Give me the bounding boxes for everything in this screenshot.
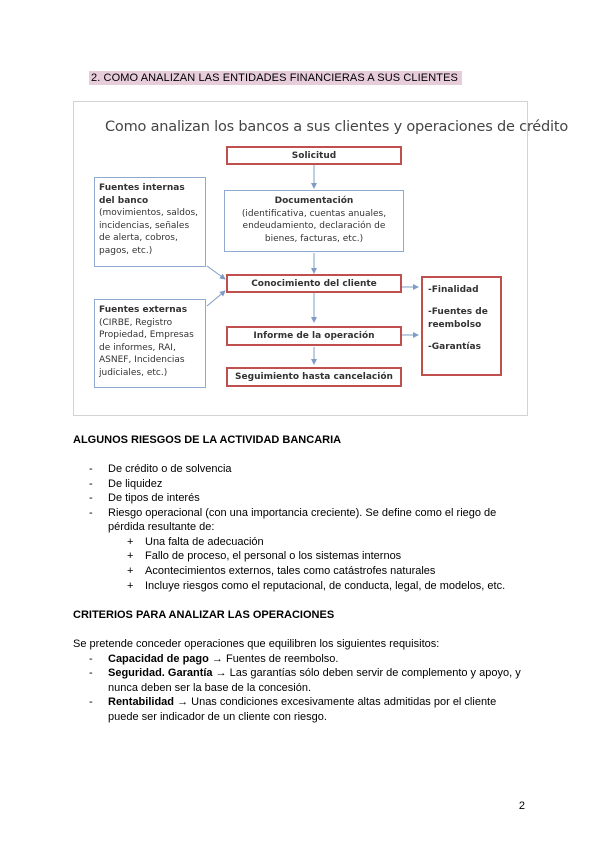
- bullet-plus: +: [127, 565, 134, 577]
- documentacion-box: [224, 190, 404, 252]
- riesgo-item: De tipos de interés: [108, 492, 200, 504]
- criterio-item-1: Capacidad de pago → Fuentes de reembolso.: [108, 653, 339, 665]
- diagram-title: Como analizan los bancos a sus clientes y operaciones de crédito: [105, 119, 569, 135]
- right-item-finalidad: -Finalidad: [428, 285, 479, 295]
- bullet-plus: +: [127, 536, 134, 548]
- criterio-item-3: Rentabilidad → Unas condiciones excesivamente altas admitidas por el cliente: [108, 696, 497, 708]
- documentacion-title: Documentación: [274, 196, 354, 206]
- bullet-dash: -: [89, 507, 93, 519]
- right-criteria-box: [421, 276, 502, 376]
- riesgo-item: De liquidez: [108, 478, 163, 490]
- bullet-dash: -: [89, 667, 93, 679]
- arrow-internas: [207, 266, 225, 279]
- criterios-intro: Se pretende conceder operaciones que equilibren los siguientes requisitos:: [73, 638, 440, 650]
- bullet-dash: -: [89, 478, 93, 490]
- bullet-plus: +: [127, 580, 134, 592]
- right-item-garantias: -Garantías: [428, 342, 481, 352]
- criterios-heading: CRITERIOS PARA ANALIZAR LAS OPERACIONES: [73, 609, 335, 621]
- riesgo-subitem: Acontecimientos externos, tales como catástrofes naturales: [145, 565, 436, 577]
- bullet-dash: -: [89, 463, 93, 475]
- bullet-dash: -: [89, 653, 93, 665]
- page-number: 2: [518, 800, 525, 812]
- riesgo-subitem: Fallo de proceso, el personal o los sistemas internos: [145, 550, 402, 562]
- solicitud-box: Solicitud: [226, 146, 402, 165]
- documentacion-body: (identificativa, cuentas anuales, endeudamiento, declaración de bienes, facturas, etc.): [241, 208, 387, 244]
- right-item-fuentes: -Fuentes de reembolso: [428, 307, 488, 330]
- bullet-plus: +: [127, 550, 134, 562]
- riesgo-item: De crédito o de solvencia: [108, 463, 232, 475]
- criterio-item-2-cont: nunca deben ser la base de la concesión.: [108, 682, 312, 694]
- seguimiento-box: Seguimiento hasta cancelación: [226, 367, 402, 387]
- conocimiento-box: Conocimiento del cliente: [226, 274, 402, 293]
- arrow-externas: [207, 291, 225, 306]
- informe-box: Informe de la operación: [226, 326, 402, 346]
- fuentes-externas-box: [94, 299, 206, 388]
- bullet-dash: -: [89, 696, 93, 708]
- riesgo-subitem: Una falta de adecuación: [145, 536, 264, 548]
- fuentes-internas-box: [94, 177, 206, 267]
- bullet-dash: -: [89, 492, 93, 504]
- criterio-item-2: Seguridad. Garantía → Las garantías sólo deben servir de complemento y apoyo, y: [108, 667, 521, 679]
- fuentes-externas-body: (CIRBE, Registro Propiedad, Empresas de informes, RAI, ASNEF, Incidencias judiciales, etc.): [99, 317, 194, 378]
- riesgo-item-cont: pérdida resultante de:: [108, 521, 215, 533]
- riesgo-subitem: Incluye riesgos como el reputacional, de conducta, legal, de modelos, etc.: [145, 580, 506, 592]
- riesgos-heading: ALGUNOS RIESGOS DE LA ACTIVIDAD BANCARIA: [73, 434, 342, 446]
- criterio-item-3-cont: puede ser indicador de un cliente con riesgo.: [108, 711, 327, 723]
- riesgo-item: Riesgo operacional (con una importancia creciente). Se define como el riego de: [108, 507, 497, 519]
- fuentes-internas-body: (movimientos, saldos, incidencias, señales de alerta, cobros, pagos, etc.): [99, 208, 199, 256]
- fuentes-externas-title: Fuentes externas: [99, 305, 188, 315]
- section-title: 2. COMO ANALIZAN LAS ENTIDADES FINANCIERAS A SUS CLIENTES: [89, 71, 462, 85]
- fuentes-internas-title: Fuentes internas del banco: [99, 183, 185, 206]
